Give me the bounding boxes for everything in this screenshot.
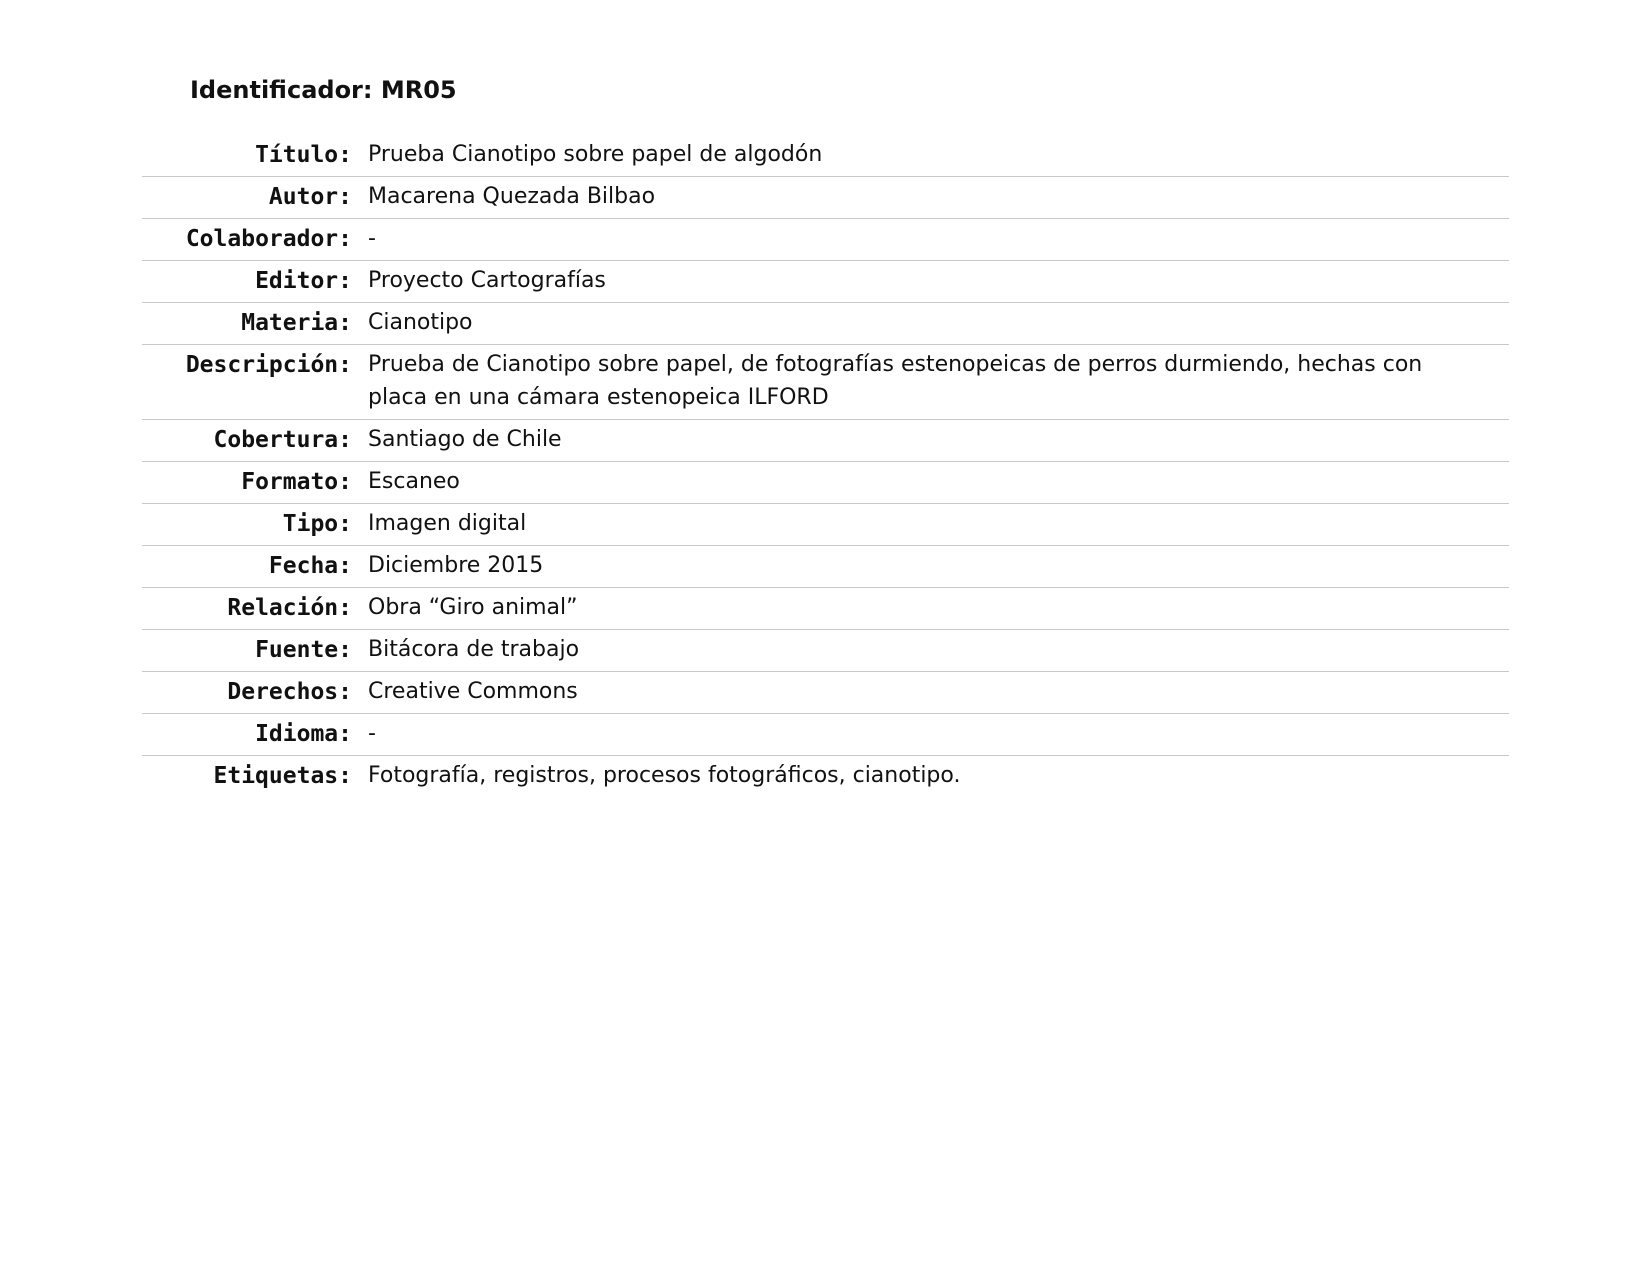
- field-label: Tipo:: [282, 511, 352, 537]
- field-value: Proyecto Cartografías: [368, 268, 606, 293]
- field-value: Fotografía, registros, procesos fotográficos, cianotipo.: [368, 763, 961, 788]
- field-label: Descripción:: [185, 352, 352, 378]
- field-row-etiquetas: [142, 756, 1509, 797]
- field-label: Etiquetas:: [213, 763, 352, 789]
- field-value: Cianotipo: [368, 310, 473, 335]
- field-row-fecha: [142, 546, 1509, 588]
- field-row-titulo: [142, 135, 1509, 177]
- field-row-idioma: [142, 714, 1509, 756]
- field-value: Prueba Cianotipo sobre papel de algodón: [368, 142, 823, 167]
- field-label: Fecha:: [268, 553, 352, 579]
- field-value: Obra “Giro animal”: [368, 595, 578, 620]
- field-value: Imagen digital: [368, 511, 527, 536]
- field-label: Materia:: [241, 310, 352, 336]
- field-label: Editor:: [255, 268, 352, 294]
- field-row-editor: [142, 261, 1509, 303]
- field-label: Título:: [255, 142, 352, 168]
- field-value: Bitácora de trabajo: [368, 637, 580, 662]
- field-label: Idioma:: [255, 721, 352, 747]
- field-value: Macarena Quezada Bilbao: [368, 184, 656, 209]
- field-label: Formato:: [241, 469, 352, 495]
- field-value: Diciembre 2015: [368, 553, 544, 578]
- field-label: Cobertura:: [213, 427, 352, 453]
- field-label: Autor:: [268, 184, 352, 210]
- field-row-cobertura: [142, 420, 1509, 462]
- field-label: Derechos:: [227, 679, 352, 705]
- field-value: Prueba de Cianotipo sobre papel, de fotografías estenopeicas de perros durmiendo, hechas con placa en una cámara estenopeica ILFORD: [368, 352, 1423, 410]
- field-label: Fuente:: [255, 637, 352, 663]
- record-identifier: Identificador: MR05: [190, 76, 457, 104]
- field-value: Escaneo: [368, 469, 460, 494]
- field-value: -: [368, 226, 376, 251]
- field-row-descripcion: [142, 345, 1509, 420]
- field-value: -: [368, 721, 376, 746]
- field-row-formato: [142, 462, 1509, 504]
- field-value: Creative Commons: [368, 679, 578, 704]
- field-label: Colaborador:: [185, 226, 352, 252]
- field-row-fuente: [142, 630, 1509, 672]
- field-row-tipo: [142, 504, 1509, 546]
- field-row-autor: [142, 177, 1509, 219]
- field-label: Relación:: [227, 595, 352, 621]
- field-row-relacion: [142, 588, 1509, 630]
- field-value: Santiago de Chile: [368, 427, 562, 452]
- field-row-colaborador: [142, 219, 1509, 261]
- metadata-table: [142, 135, 1509, 797]
- field-row-derechos: [142, 672, 1509, 714]
- field-row-materia: [142, 303, 1509, 345]
